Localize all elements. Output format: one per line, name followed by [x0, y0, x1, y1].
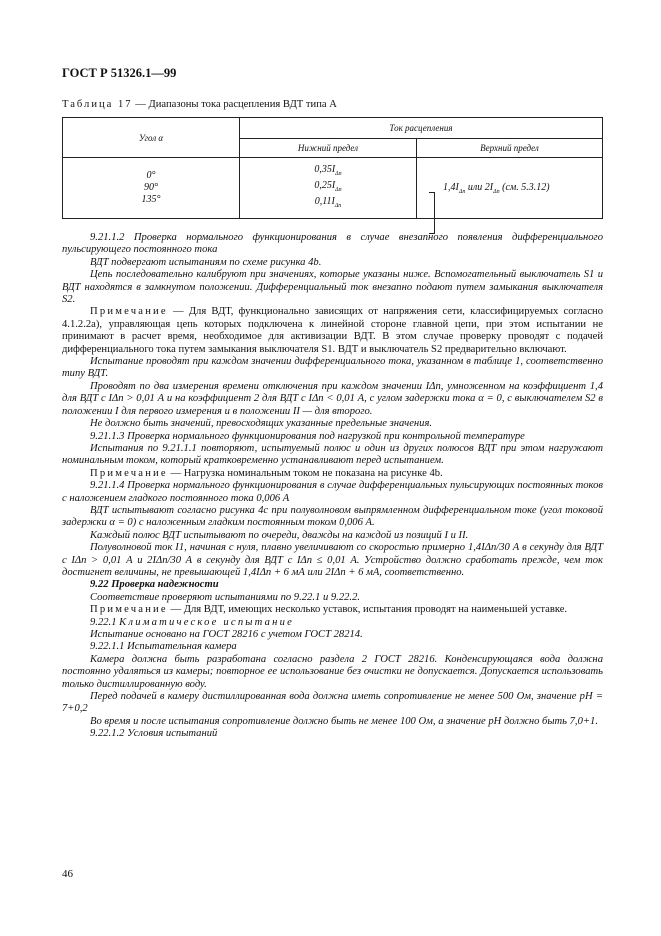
curly-brace-icon	[429, 192, 435, 234]
paragraph: Испытания по 9.21.1.1 повторяют, испытуемый полюс и один из других полюсов ВДТ при этом нагружают номинальным током, который кратковременно устанавливают перед испытанием.	[62, 442, 603, 467]
paragraph: Испытание основано на ГОСТ 28216 с учетом ГОСТ 28214.	[90, 629, 363, 640]
paragraph: ВДТ испытывают согласно рисунка 4с при полуволновом выпрямленном дифференциальном токе (угол токовой задержки α = 0) с наложенным гладким постоянным током 0,006 А.	[62, 504, 603, 529]
paragraph: Цепь последовательно калибруют при значениях, которые указаны ниже. Вспомогательный выключатель S1 и ВДТ находятся в замкнутом положении. Дифференциальный ток внезапно подают путем замыкания выключателя S2.	[62, 269, 603, 306]
col-trip-current: Ток расцепления	[240, 118, 603, 139]
col-angle: Угол α	[63, 118, 240, 158]
paragraph: 9.21.1.2 Проверка нормального функционирования в случае внезапного появления дифференциального пульсирующего постоянного тока	[62, 232, 603, 256]
paragraph: Перед подачей в камеру дистиллированная вода должна иметь сопротивление не менее 500 Ом, значение pH = 7+0,2	[62, 691, 603, 715]
trip-current-table	[62, 117, 603, 219]
lower-limits-cell	[240, 158, 417, 219]
paragraph: Испытание проводят при каждом значении дифференциального тока, указанном в таблице 1, соответственно типу ВДТ.	[62, 356, 603, 380]
note: Примечание — Для ВДТ, функционально зависящих от напряжения сети, классифицируемых согласно 4.1.2.2а), управляющая цепь которых подключена к линейной стороне главной цепи, при этом испытании не принимают в расчет время, необходимое для активизации ВДТ. В этом случае проверку проводят с подачей дифференциального тока путем замыкания выключателя S1. ВДТ и выключатель S2 предварительно включают.	[62, 306, 603, 355]
paragraph: Соответствие проверяют испытаниями по 9.22.1 и 9.22.2.	[90, 591, 361, 603]
paragraph: Проводят по два измерения времени отключения при каждом значении IΔn, умноженном на коэффициент 1,4 для ВДТ с IΔn > 0,01 А и на коэффициент 2 для ВДТ с IΔn < 0,01 А, с углом задержки тока α = 0, с выключателем S2 в положении I для первого измерения и в положении II — для второго.	[62, 380, 603, 417]
angle-value: 0°	[146, 170, 156, 181]
table-caption-label: Таблица 17	[62, 99, 133, 110]
lower-limit-value: $0,11I_{\Delta n}$	[314, 196, 342, 209]
table-caption	[62, 99, 337, 110]
page-number: 46	[62, 868, 73, 880]
paragraph: 9.21.1.3 Проверка нормального функционирования под нагрузкой при контрольной температуре	[90, 430, 525, 442]
document-header: ГОСТ Р 51326.1—99	[62, 66, 177, 80]
col-lower-limit: Нижний предел	[240, 139, 417, 158]
lower-limit-value: $0,35I_{\Delta n}$	[314, 164, 342, 177]
angle-value: 90°	[144, 182, 158, 193]
paragraph: Полуволновой ток I1, начиная с нуля, плавно увеличивают со скоростью примерно 1,4IΔn/30 А в секунду для ВДТ с IΔn > 0,01 А и 2IΔn/30 А в секунду для ВДТ с IΔn ≤ 0,01 А. Устройство должно сработать прежде, чем ток достигнет величины, не превышающей 1,4IΔn + 6 мА или 2IΔn + 6 мА, соответственно.	[62, 542, 603, 578]
section-heading: 9.22 Проверка надежности	[90, 579, 219, 591]
note: Примечание — Для ВДТ, имеющих несколько уставок, испытания проводят на наименьшей уставке.	[90, 604, 568, 616]
paragraph: ВДТ подвергают испытаниям по схеме рисунка 4b.	[90, 256, 322, 268]
note: Примечание — Нагрузка номинальным током не показана на рисунке 4b.	[90, 467, 443, 479]
paragraph: 9.22.1.2 Условия испытаний	[90, 728, 218, 740]
body-text	[62, 232, 603, 741]
table-caption-text: — Диапазоны тока расцепления ВДТ типа А	[135, 99, 337, 110]
paragraph: 9.22.1.1 Испытательная камера	[90, 641, 237, 653]
paragraph: 9.21.1.4 Проверка нормального функционирования в случае дифференциальных пульсирующих постоянных токов с наложением гладкого постоянного тока 0,006 А	[62, 480, 603, 504]
angle-value: 135°	[141, 194, 161, 205]
col-upper-limit: Верхний предел	[417, 139, 603, 158]
upper-limit-cell: $1,4I_{\Delta n}$ или $2I_{\Delta n}$ (см. 5.3.12)	[417, 158, 603, 219]
lower-limit-value: $0,25I_{\Delta n}$	[314, 180, 342, 193]
paragraph: Не должно быть значений, превосходящих указанные предельные значения.	[90, 418, 433, 430]
paragraph: Каждый полюс ВДТ испытывают по очереди, дважды на каждой из позиций I и II.	[90, 529, 469, 541]
paragraph: Камера должна быть разработана согласно раздела 2 ГОСТ 28216. Конденсирующаяся вода должна постоянно удаляться из камеры; повторное ее использование без очистки не допускается. Допускается использовать только дистиллированную воду.	[62, 653, 603, 690]
paragraph: Во время и после испытания сопротивление должно быть не менее 100 Ом, а значение pH должно быть 7,0+1.	[90, 715, 598, 727]
subsection-heading: 9.22.1 Климатическое испытание	[90, 616, 295, 628]
angles-cell	[63, 158, 240, 219]
